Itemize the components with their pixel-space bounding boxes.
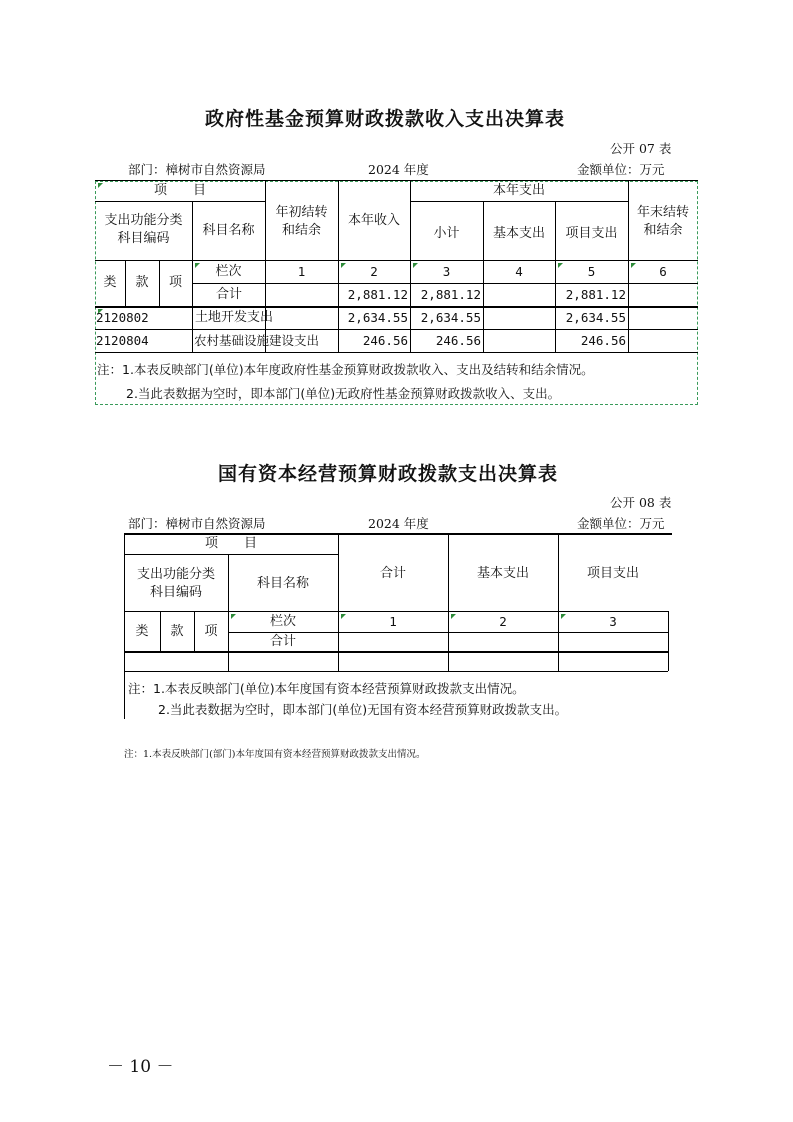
t1-header-subject-name: 科目名称 <box>202 223 255 238</box>
t2-header-xiang: 项 <box>204 624 218 639</box>
t2-header-total: 合计 <box>379 566 406 581</box>
t1-header-subtotal: 小计 <box>433 226 460 241</box>
table2-title: 国有资本经营预算财政拨款支出决算表 <box>218 463 559 485</box>
t1-row2-subtotal: 246.56 <box>435 333 481 348</box>
t1-header-lanci: 栏次 <box>215 264 242 279</box>
t1-col-2: 2 <box>370 264 378 279</box>
t1-header-xiang: 项 <box>168 275 182 290</box>
t2-col-1: 1 <box>389 614 397 629</box>
t2-col-3: 3 <box>609 614 617 629</box>
t2-header-lei: 类 <box>135 624 149 639</box>
t2-header-subject-name: 科目名称 <box>256 576 309 591</box>
t1-row2-project: 246.56 <box>580 333 626 348</box>
t1-header-end-1: 年末结转 <box>636 205 689 220</box>
table2-dept: 部门：樟树市自然资源局 <box>128 516 266 531</box>
t1-row1-code: 2120802 <box>96 310 149 325</box>
t1-header-lei: 类 <box>103 275 117 290</box>
t2-note-2: 2.当此表数据为空时，即本部门(单位)无国有资本经营预算财政拨款支出。 <box>158 702 568 717</box>
t1-header-income: 本年收入 <box>347 213 400 228</box>
t1-row1-project: 2,634.55 <box>565 310 626 325</box>
t2-header-kuan: 款 <box>170 624 184 639</box>
t1-note-2: 2.当此表数据为空时，即本部门(单位)无政府性基金预算财政拨款收入、支出。 <box>126 386 561 401</box>
t1-header-basic: 基本支出 <box>492 226 545 241</box>
table2-code: 公开 08 表 <box>610 495 672 510</box>
t1-row2-income: 246.56 <box>362 333 408 348</box>
t2-header-item: 项 目 <box>204 536 257 551</box>
t1-row1-name: 土地开发支出 <box>195 310 274 325</box>
t1-header-end-2: 和结余 <box>643 223 683 238</box>
t1-col-5: 5 <box>587 264 596 279</box>
t1-header-project: 项目支出 <box>565 226 618 241</box>
t1-header-begin-2: 和结余 <box>281 223 321 238</box>
t1-header-begin-1: 年初结转 <box>275 205 328 220</box>
t1-row1-subtotal: 2,634.55 <box>420 310 481 325</box>
t2-note-1: 注：1.本表反映部门(单位)本年度国有资本经营预算财政拨款支出情况。 <box>128 681 525 696</box>
table1-dept: 部门：樟树市自然资源局 <box>128 162 266 177</box>
t1-row1-income: 2,634.55 <box>347 310 408 325</box>
t1-header-expense: 本年支出 <box>492 183 545 198</box>
table1-year: 2024 年度 <box>368 162 429 177</box>
t1-header-kuan: 款 <box>135 275 149 290</box>
t1-header-item: 项 目 <box>153 183 206 198</box>
table2-unit: 金额单位：万元 <box>577 516 665 531</box>
t2-header-func-code-1: 支出功能分类 <box>136 567 215 582</box>
t2-header-func-code-2: 科目编码 <box>149 585 202 600</box>
t1-row2-code: 2120804 <box>96 333 149 348</box>
table1-title: 政府性基金预算财政拨款收入支出决算表 <box>205 108 566 130</box>
t2-col-2: 2 <box>499 614 507 629</box>
page-number: － 10 － <box>107 1057 174 1077</box>
t1-col-4: 4 <box>515 264 523 279</box>
table2-year: 2024 年度 <box>368 516 429 531</box>
t2-total-label: 合计 <box>269 634 296 649</box>
table1-unit: 金额单位：万元 <box>577 162 665 177</box>
t2-header-basic: 基本支出 <box>476 566 529 581</box>
t2-header-project: 项目支出 <box>586 566 639 581</box>
page-footnote: 注：1.本表反映部门(部门)本年度国有资本经营预算财政拨款支出情况。 <box>124 749 426 760</box>
t2-header-lanci: 栏次 <box>269 614 296 629</box>
t1-total-income: 2,881.12 <box>347 287 408 302</box>
t1-total-project: 2,881.12 <box>565 287 626 302</box>
t1-header-func-code-1: 支出功能分类 <box>104 213 183 228</box>
t1-header-func-code-2: 科目编码 <box>117 231 170 246</box>
table1-code: 公开 07 表 <box>610 141 672 156</box>
t1-col-3: 3 <box>442 264 451 279</box>
t1-row2-name: 农村基础设施建设支出 <box>194 333 320 348</box>
t1-note-1: 注：1.本表反映部门(单位)本年度政府性基金预算财政拨款收入、支出及结转和结余情况。 <box>97 362 594 377</box>
t1-total-label: 合计 <box>216 287 243 302</box>
t1-col-6: 6 <box>659 264 667 279</box>
t1-col-1: 1 <box>297 264 306 279</box>
t1-total-subtotal: 2,881.12 <box>420 287 481 302</box>
